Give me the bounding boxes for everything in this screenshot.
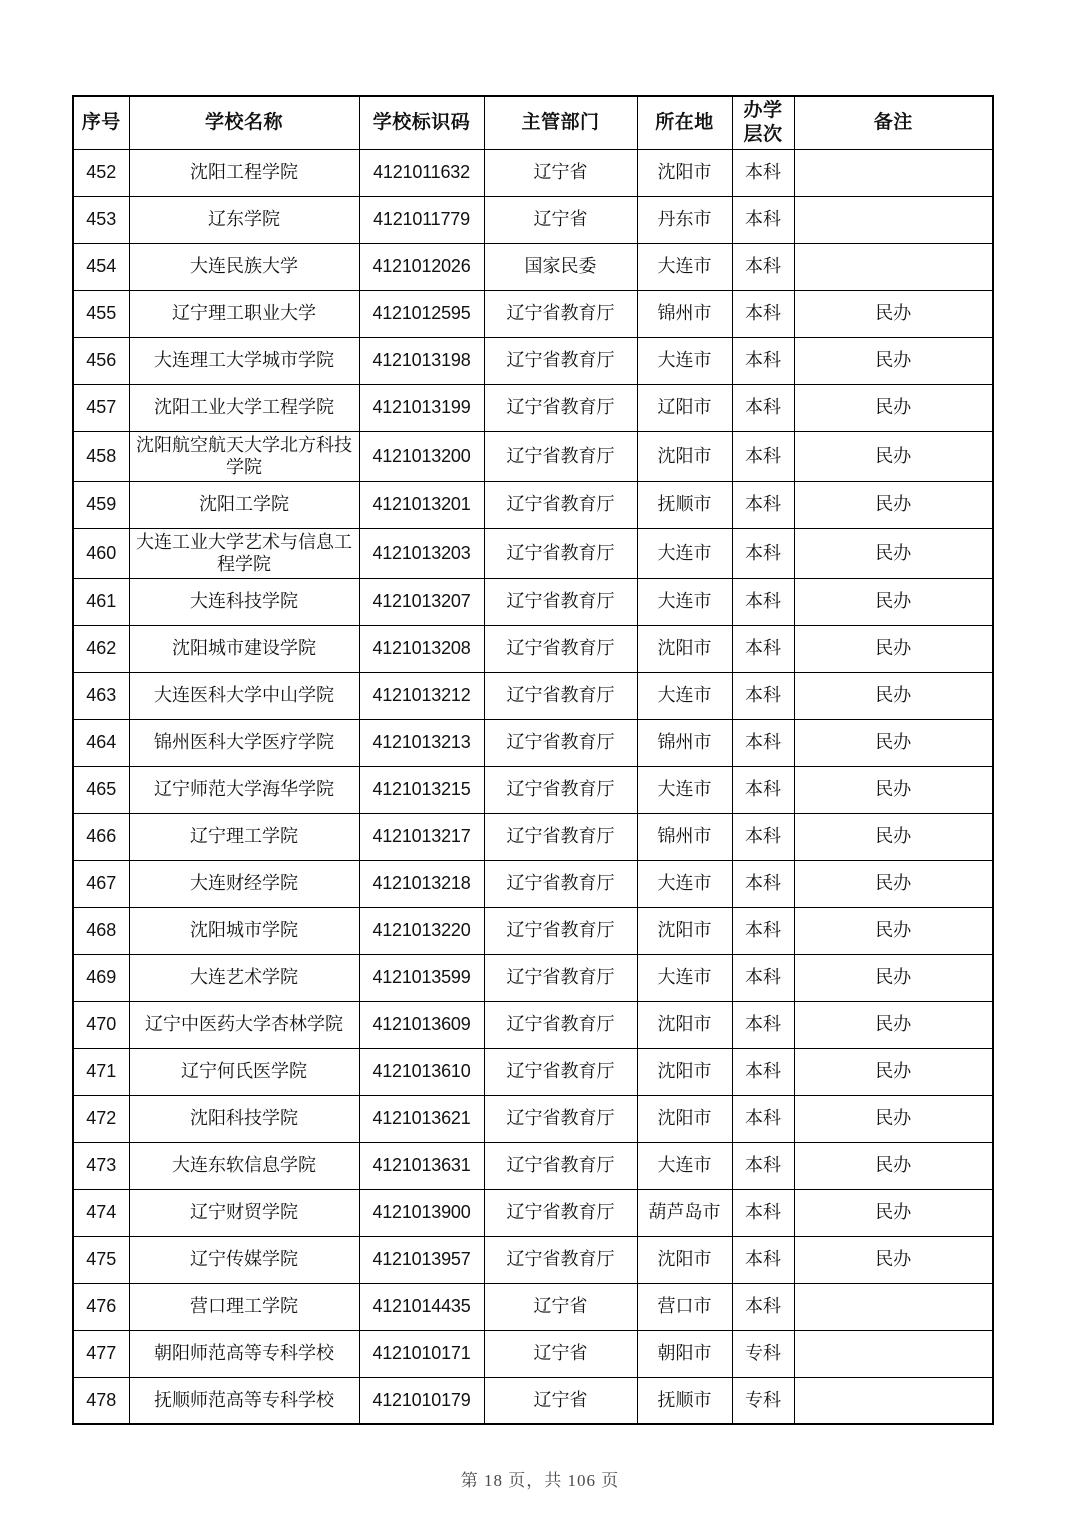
cell-location: 沈阳市 bbox=[637, 149, 732, 196]
cell-school-code: 4121013631 bbox=[359, 1142, 484, 1189]
cell-serial-number: 474 bbox=[73, 1189, 129, 1236]
cell-serial-number: 467 bbox=[73, 860, 129, 907]
cell-serial-number: 461 bbox=[73, 578, 129, 625]
cell-serial-number: 457 bbox=[73, 384, 129, 431]
table-header-row bbox=[73, 96, 993, 149]
cell-note: 民办 bbox=[794, 578, 993, 625]
cell-school-name: 大连理工大学城市学院 bbox=[129, 337, 359, 384]
cell-school-name: 辽宁理工学院 bbox=[129, 813, 359, 860]
table-body bbox=[73, 149, 993, 1424]
cell-school-name: 营口理工学院 bbox=[129, 1283, 359, 1330]
cell-location: 朝阳市 bbox=[637, 1330, 732, 1377]
cell-school-code: 4121011779 bbox=[359, 196, 484, 243]
cell-location: 大连市 bbox=[637, 954, 732, 1001]
cell-note: 民办 bbox=[794, 1001, 993, 1048]
cell-location: 锦州市 bbox=[637, 719, 732, 766]
cell-department: 辽宁省教育厅 bbox=[484, 907, 637, 954]
cell-serial-number: 476 bbox=[73, 1283, 129, 1330]
table-row bbox=[73, 481, 993, 528]
cell-location: 大连市 bbox=[637, 860, 732, 907]
cell-serial-number: 468 bbox=[73, 907, 129, 954]
cell-location: 大连市 bbox=[637, 528, 732, 578]
cell-note: 民办 bbox=[794, 1095, 993, 1142]
cell-school-name: 辽宁理工职业大学 bbox=[129, 290, 359, 337]
table-row bbox=[73, 1330, 993, 1377]
cell-note: 民办 bbox=[794, 481, 993, 528]
table-row bbox=[73, 766, 993, 813]
cell-level: 本科 bbox=[732, 1095, 794, 1142]
cell-department: 辽宁省教育厅 bbox=[484, 860, 637, 907]
cell-serial-number: 460 bbox=[73, 528, 129, 578]
cell-note: 民办 bbox=[794, 1048, 993, 1095]
cell-school-name: 辽宁何氏医学院 bbox=[129, 1048, 359, 1095]
cell-department: 辽宁省 bbox=[484, 149, 637, 196]
cell-department: 辽宁省 bbox=[484, 1377, 637, 1424]
cell-school-code: 4121013213 bbox=[359, 719, 484, 766]
cell-department: 辽宁省教育厅 bbox=[484, 766, 637, 813]
table-row bbox=[73, 290, 993, 337]
table-row bbox=[73, 1377, 993, 1424]
table-row bbox=[73, 1142, 993, 1189]
cell-level: 本科 bbox=[732, 907, 794, 954]
cell-serial-number: 472 bbox=[73, 1095, 129, 1142]
cell-school-code: 4121013621 bbox=[359, 1095, 484, 1142]
table-row bbox=[73, 625, 993, 672]
cell-school-code: 4121014435 bbox=[359, 1283, 484, 1330]
cell-note: 民办 bbox=[794, 860, 993, 907]
cell-school-name: 辽东学院 bbox=[129, 196, 359, 243]
cell-level: 本科 bbox=[732, 813, 794, 860]
cell-location: 沈阳市 bbox=[637, 1001, 732, 1048]
cell-serial-number: 466 bbox=[73, 813, 129, 860]
cell-level: 本科 bbox=[732, 149, 794, 196]
cell-school-code: 4121013199 bbox=[359, 384, 484, 431]
table-row bbox=[73, 1189, 993, 1236]
cell-school-code: 4121012595 bbox=[359, 290, 484, 337]
cell-serial-number: 465 bbox=[73, 766, 129, 813]
cell-note bbox=[794, 1283, 993, 1330]
cell-school-name: 大连艺术学院 bbox=[129, 954, 359, 1001]
cell-school-name: 锦州医科大学医疗学院 bbox=[129, 719, 359, 766]
cell-note: 民办 bbox=[794, 719, 993, 766]
table-row bbox=[73, 719, 993, 766]
cell-note: 民办 bbox=[794, 1236, 993, 1283]
cell-department: 辽宁省教育厅 bbox=[484, 578, 637, 625]
table-row bbox=[73, 337, 993, 384]
cell-department: 辽宁省教育厅 bbox=[484, 481, 637, 528]
cell-school-name: 沈阳工业大学工程学院 bbox=[129, 384, 359, 431]
table-row bbox=[73, 578, 993, 625]
cell-school-name: 沈阳工程学院 bbox=[129, 149, 359, 196]
cell-school-name: 辽宁师范大学海华学院 bbox=[129, 766, 359, 813]
cell-location: 大连市 bbox=[637, 243, 732, 290]
table-row bbox=[73, 528, 993, 578]
cell-location: 大连市 bbox=[637, 1142, 732, 1189]
cell-level: 本科 bbox=[732, 672, 794, 719]
cell-note: 民办 bbox=[794, 290, 993, 337]
cell-serial-number: 464 bbox=[73, 719, 129, 766]
cell-school-code: 4121010171 bbox=[359, 1330, 484, 1377]
cell-location: 丹东市 bbox=[637, 196, 732, 243]
cell-department: 辽宁省教育厅 bbox=[484, 1236, 637, 1283]
table-row bbox=[73, 1283, 993, 1330]
cell-location: 抚顺市 bbox=[637, 481, 732, 528]
cell-note: 民办 bbox=[794, 1189, 993, 1236]
cell-location: 沈阳市 bbox=[637, 625, 732, 672]
cell-location: 锦州市 bbox=[637, 290, 732, 337]
cell-school-code: 4121013217 bbox=[359, 813, 484, 860]
cell-school-code: 4121013203 bbox=[359, 528, 484, 578]
cell-school-name: 沈阳城市学院 bbox=[129, 907, 359, 954]
cell-school-name: 沈阳工学院 bbox=[129, 481, 359, 528]
cell-note: 民办 bbox=[794, 431, 993, 481]
cell-school-code: 4121010179 bbox=[359, 1377, 484, 1424]
cell-level: 本科 bbox=[732, 578, 794, 625]
cell-department: 国家民委 bbox=[484, 243, 637, 290]
cell-serial-number: 475 bbox=[73, 1236, 129, 1283]
cell-location: 抚顺市 bbox=[637, 1377, 732, 1424]
cell-school-name: 大连工业大学艺术与信息工程学院 bbox=[129, 528, 359, 578]
cell-school-name: 朝阳师范高等专科学校 bbox=[129, 1330, 359, 1377]
cell-department: 辽宁省教育厅 bbox=[484, 1189, 637, 1236]
cell-serial-number: 473 bbox=[73, 1142, 129, 1189]
cell-school-name: 抚顺师范高等专科学校 bbox=[129, 1377, 359, 1424]
cell-serial-number: 463 bbox=[73, 672, 129, 719]
cell-department: 辽宁省 bbox=[484, 1330, 637, 1377]
column-header-code: 学校标识码 bbox=[359, 96, 484, 149]
cell-location: 沈阳市 bbox=[637, 907, 732, 954]
cell-department: 辽宁省教育厅 bbox=[484, 337, 637, 384]
cell-department: 辽宁省教育厅 bbox=[484, 528, 637, 578]
cell-level: 本科 bbox=[732, 431, 794, 481]
cell-school-code: 4121012026 bbox=[359, 243, 484, 290]
table-row bbox=[73, 1236, 993, 1283]
cell-note: 民办 bbox=[794, 813, 993, 860]
cell-level: 本科 bbox=[732, 1001, 794, 1048]
cell-school-code: 4121013220 bbox=[359, 907, 484, 954]
cell-department: 辽宁省 bbox=[484, 1283, 637, 1330]
table-row bbox=[73, 243, 993, 290]
cell-department: 辽宁省教育厅 bbox=[484, 290, 637, 337]
cell-level: 本科 bbox=[732, 625, 794, 672]
cell-location: 葫芦岛市 bbox=[637, 1189, 732, 1236]
cell-location: 大连市 bbox=[637, 578, 732, 625]
cell-level: 本科 bbox=[732, 719, 794, 766]
cell-serial-number: 478 bbox=[73, 1377, 129, 1424]
cell-note: 民办 bbox=[794, 1142, 993, 1189]
cell-location: 沈阳市 bbox=[637, 1236, 732, 1283]
cell-department: 辽宁省教育厅 bbox=[484, 954, 637, 1001]
cell-level: 本科 bbox=[732, 528, 794, 578]
column-header-dept: 主管部门 bbox=[484, 96, 637, 149]
cell-school-code: 4121013218 bbox=[359, 860, 484, 907]
column-header-no: 序号 bbox=[73, 96, 129, 149]
table-row bbox=[73, 149, 993, 196]
cell-level: 专科 bbox=[732, 1377, 794, 1424]
cell-note: 民办 bbox=[794, 528, 993, 578]
cell-school-name: 辽宁中医药大学杏林学院 bbox=[129, 1001, 359, 1048]
cell-serial-number: 452 bbox=[73, 149, 129, 196]
cell-level: 本科 bbox=[732, 243, 794, 290]
table-row bbox=[73, 1095, 993, 1142]
cell-location: 大连市 bbox=[637, 337, 732, 384]
cell-level: 专科 bbox=[732, 1330, 794, 1377]
cell-school-name: 大连医科大学中山学院 bbox=[129, 672, 359, 719]
cell-department: 辽宁省教育厅 bbox=[484, 672, 637, 719]
cell-department: 辽宁省 bbox=[484, 196, 637, 243]
cell-level: 本科 bbox=[732, 481, 794, 528]
cell-school-name: 大连民族大学 bbox=[129, 243, 359, 290]
table-row bbox=[73, 1001, 993, 1048]
cell-level: 本科 bbox=[732, 1142, 794, 1189]
cell-serial-number: 455 bbox=[73, 290, 129, 337]
cell-level: 本科 bbox=[732, 1283, 794, 1330]
cell-serial-number: 453 bbox=[73, 196, 129, 243]
cell-note bbox=[794, 196, 993, 243]
cell-school-name: 沈阳航空航天大学北方科技学院 bbox=[129, 431, 359, 481]
table-header bbox=[73, 96, 993, 149]
cell-level: 本科 bbox=[732, 954, 794, 1001]
column-header-name: 学校名称 bbox=[129, 96, 359, 149]
cell-note bbox=[794, 1377, 993, 1424]
cell-location: 大连市 bbox=[637, 766, 732, 813]
cell-level: 本科 bbox=[732, 860, 794, 907]
table-row bbox=[73, 196, 993, 243]
cell-school-code: 4121013208 bbox=[359, 625, 484, 672]
cell-level: 本科 bbox=[732, 1189, 794, 1236]
schools-table bbox=[72, 95, 994, 1425]
table-row bbox=[73, 1048, 993, 1095]
cell-school-code: 4121013207 bbox=[359, 578, 484, 625]
cell-note: 民办 bbox=[794, 337, 993, 384]
cell-school-code: 4121011632 bbox=[359, 149, 484, 196]
column-header-location: 所在地 bbox=[637, 96, 732, 149]
cell-department: 辽宁省教育厅 bbox=[484, 1095, 637, 1142]
page-footer: 第 18 页，共 106 页 bbox=[460, 1471, 620, 1490]
cell-note bbox=[794, 1330, 993, 1377]
table-row bbox=[73, 907, 993, 954]
cell-level: 本科 bbox=[732, 384, 794, 431]
cell-department: 辽宁省教育厅 bbox=[484, 813, 637, 860]
cell-location: 沈阳市 bbox=[637, 431, 732, 481]
cell-serial-number: 462 bbox=[73, 625, 129, 672]
cell-note: 民办 bbox=[794, 672, 993, 719]
cell-school-code: 4121013201 bbox=[359, 481, 484, 528]
cell-level: 本科 bbox=[732, 290, 794, 337]
cell-school-code: 4121013609 bbox=[359, 1001, 484, 1048]
cell-note: 民办 bbox=[794, 625, 993, 672]
cell-location: 沈阳市 bbox=[637, 1048, 732, 1095]
table-row bbox=[73, 431, 993, 481]
cell-serial-number: 458 bbox=[73, 431, 129, 481]
cell-school-code: 4121013599 bbox=[359, 954, 484, 1001]
cell-location: 营口市 bbox=[637, 1283, 732, 1330]
cell-note bbox=[794, 243, 993, 290]
column-header-level: 办学层次 bbox=[732, 96, 794, 149]
cell-department: 辽宁省教育厅 bbox=[484, 384, 637, 431]
cell-serial-number: 477 bbox=[73, 1330, 129, 1377]
cell-serial-number: 471 bbox=[73, 1048, 129, 1095]
cell-school-code: 4121013212 bbox=[359, 672, 484, 719]
cell-department: 辽宁省教育厅 bbox=[484, 1048, 637, 1095]
cell-level: 本科 bbox=[732, 1236, 794, 1283]
cell-department: 辽宁省教育厅 bbox=[484, 625, 637, 672]
cell-note bbox=[794, 149, 993, 196]
cell-serial-number: 469 bbox=[73, 954, 129, 1001]
cell-school-name: 沈阳城市建设学院 bbox=[129, 625, 359, 672]
cell-level: 本科 bbox=[732, 196, 794, 243]
cell-school-name: 辽宁传媒学院 bbox=[129, 1236, 359, 1283]
cell-note: 民办 bbox=[794, 954, 993, 1001]
cell-school-code: 4121013900 bbox=[359, 1189, 484, 1236]
cell-level: 本科 bbox=[732, 1048, 794, 1095]
table-row bbox=[73, 860, 993, 907]
column-header-note: 备注 bbox=[794, 96, 993, 149]
cell-serial-number: 459 bbox=[73, 481, 129, 528]
cell-note: 民办 bbox=[794, 907, 993, 954]
cell-school-name: 大连财经学院 bbox=[129, 860, 359, 907]
table-row bbox=[73, 672, 993, 719]
cell-school-code: 4121013610 bbox=[359, 1048, 484, 1095]
cell-serial-number: 470 bbox=[73, 1001, 129, 1048]
cell-department: 辽宁省教育厅 bbox=[484, 1142, 637, 1189]
table-row bbox=[73, 384, 993, 431]
cell-school-name: 大连东软信息学院 bbox=[129, 1142, 359, 1189]
cell-school-name: 沈阳科技学院 bbox=[129, 1095, 359, 1142]
cell-serial-number: 454 bbox=[73, 243, 129, 290]
table-row bbox=[73, 813, 993, 860]
cell-school-name: 辽宁财贸学院 bbox=[129, 1189, 359, 1236]
cell-school-code: 4121013200 bbox=[359, 431, 484, 481]
cell-note: 民办 bbox=[794, 766, 993, 813]
cell-location: 锦州市 bbox=[637, 813, 732, 860]
cell-department: 辽宁省教育厅 bbox=[484, 1001, 637, 1048]
cell-school-code: 4121013957 bbox=[359, 1236, 484, 1283]
cell-school-code: 4121013215 bbox=[359, 766, 484, 813]
cell-department: 辽宁省教育厅 bbox=[484, 431, 637, 481]
cell-serial-number: 456 bbox=[73, 337, 129, 384]
cell-note: 民办 bbox=[794, 384, 993, 431]
cell-location: 辽阳市 bbox=[637, 384, 732, 431]
cell-level: 本科 bbox=[732, 766, 794, 813]
table-row bbox=[73, 954, 993, 1001]
cell-location: 大连市 bbox=[637, 672, 732, 719]
cell-level: 本科 bbox=[732, 337, 794, 384]
cell-department: 辽宁省教育厅 bbox=[484, 719, 637, 766]
cell-location: 沈阳市 bbox=[637, 1095, 732, 1142]
cell-school-name: 大连科技学院 bbox=[129, 578, 359, 625]
cell-school-code: 4121013198 bbox=[359, 337, 484, 384]
